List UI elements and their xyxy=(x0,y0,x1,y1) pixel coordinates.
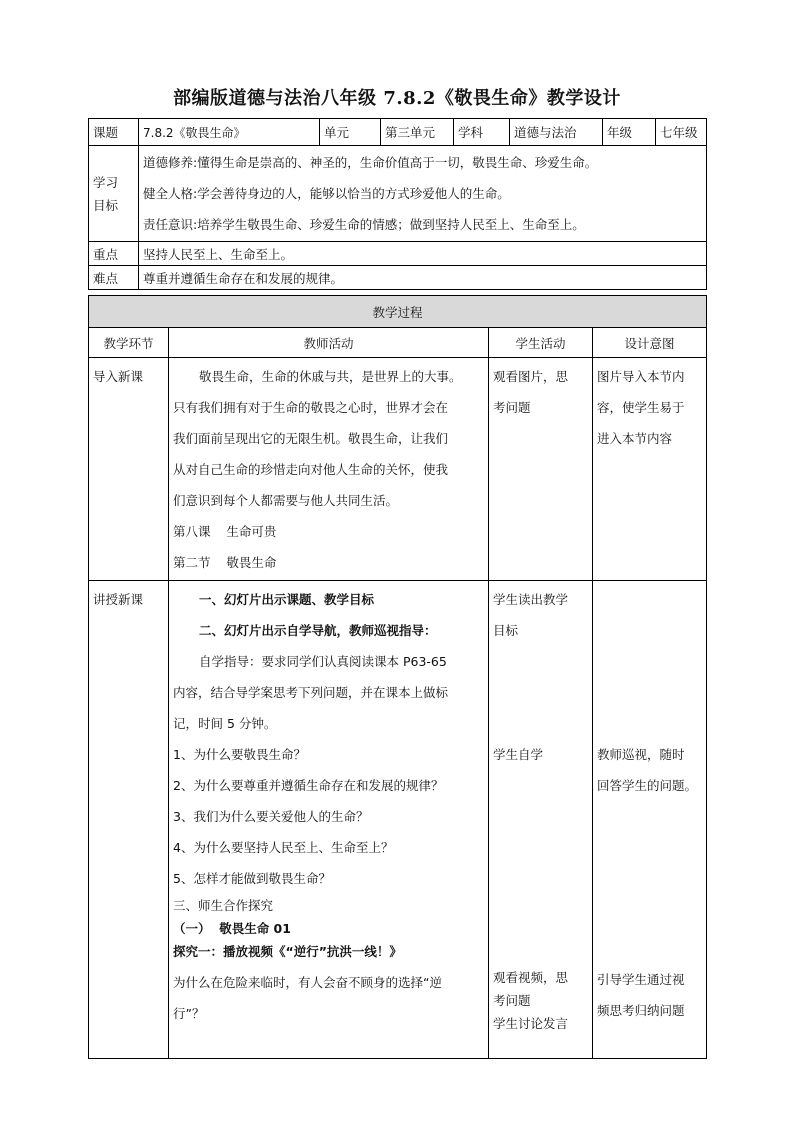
info-table xyxy=(88,118,707,290)
new-teacher: 一、幻灯片出示课题、教学目标 二、幻灯片出示自学导航，教师巡视指导： 自学指导：要求同学们认真阅读课本 P63-65 内容，结合导学案思考下列问题，并在课本上做标 记，时间 5 分钟。 1、为什么要敬畏生命？ 2、为什么要尊重并遵循生命存在和发展的规律？ 3、我们为什么要关爱他人的生命？ 4、为什么要坚持人民至上、生命至上？ 5、怎样才能做到敬畏生命？ 三、师生合作探究 （一） 敬畏生命 01 探究一：播放视频《“逆行”抗洪一线！》 为什么在危险来临时，有人会奋不顾身的选择“逆 行”？ xyxy=(169,581,489,1059)
col-teacher: 教师活动 xyxy=(169,328,489,358)
value-unit: 第三单元 xyxy=(381,119,454,146)
info-row xyxy=(89,119,707,146)
col-stage: 教学环节 xyxy=(89,328,169,358)
intro-design: 图片导入本节内 容，使学生易于 进入本节内容 xyxy=(593,358,707,581)
goals-row xyxy=(89,146,707,242)
process-table xyxy=(88,295,707,1059)
difficult-text: 尊重并遵循生命存在和发展的规律。 xyxy=(139,266,707,290)
key-row xyxy=(89,242,707,266)
label-grade: 年级 xyxy=(603,119,656,146)
goal-item: 道德修养:懂得生命是崇高的、神圣的，生命价值高于一切，敬畏生命、珍爱生命。 xyxy=(143,155,598,170)
difficult-row xyxy=(89,266,707,290)
label-subject: 学科 xyxy=(454,119,510,146)
new-stage: 讲授新课 xyxy=(89,581,169,1059)
intro-student: 观看图片，思 考问题 xyxy=(489,358,593,581)
process-header-row xyxy=(89,296,707,328)
label-topic: 课题 xyxy=(89,119,139,146)
process-header: 教学过程 xyxy=(89,296,707,328)
value-grade: 七年级 xyxy=(656,119,707,146)
question-item: 3、我们为什么要关爱他人的生命？ xyxy=(173,809,369,824)
goal-item: 健全人格:学会善待身边的人，能够以恰当的方式珍爱他人的生命。 xyxy=(143,186,510,201)
value-subject: 道德与法治 xyxy=(510,119,603,146)
key-label: 重点 xyxy=(89,242,139,266)
intro-stage: 导入新课 xyxy=(89,358,169,581)
col-student: 学生活动 xyxy=(489,328,593,358)
difficult-label: 难点 xyxy=(89,266,139,290)
goals-content xyxy=(139,146,707,242)
value-topic: 7.8.2《敬畏生命》 xyxy=(139,119,320,146)
question-item: 5、怎样才能做到敬畏生命？ xyxy=(173,871,331,886)
question-item: 2、为什么要尊重并遵循生命存在和发展的规律？ xyxy=(173,778,444,793)
intro-row xyxy=(89,358,707,581)
question-item: 4、为什么要坚持人民至上、生命至上？ xyxy=(173,840,394,855)
intro-teacher: 敬畏生命，生命的休戚与共，是世界上的大事。 只有我们拥有对于生命的敬畏之心时，世界才会在 我们面前呈现出它的无限生机。敬畏生命，让我们 从对自己生命的珍惜走向对他人生命的关怀，使我 们意识到每个人都需要与他人共同生活。 第八课 生命可贵 第二节 敬畏生命 xyxy=(169,358,489,581)
new-design: 教师巡视，随时 回答学生的问题。 引导学生通过视 频思考归纳问题 xyxy=(593,581,707,1059)
label-unit: 单元 xyxy=(320,119,381,146)
new-row xyxy=(89,581,707,1059)
column-header-row xyxy=(89,328,707,358)
question-item: 1、为什么要敬畏生命？ xyxy=(173,747,306,762)
key-text: 坚持人民至上、生命至上。 xyxy=(139,242,707,266)
page-title: 部编版道德与法治八年级 7.8.2《敬畏生命》教学设计 xyxy=(173,88,621,109)
goals-label: 学习 目标 xyxy=(89,146,139,242)
new-student: 学生读出教学 目标 学生自学 观看视频，思 考问题 学生讨论发言 xyxy=(489,581,593,1059)
col-design: 设计意图 xyxy=(593,328,707,358)
goal-item: 责任意识:培养学生敬畏生命、珍爱生命的情感；做到坚持人民至上、生命至上。 xyxy=(143,217,585,232)
